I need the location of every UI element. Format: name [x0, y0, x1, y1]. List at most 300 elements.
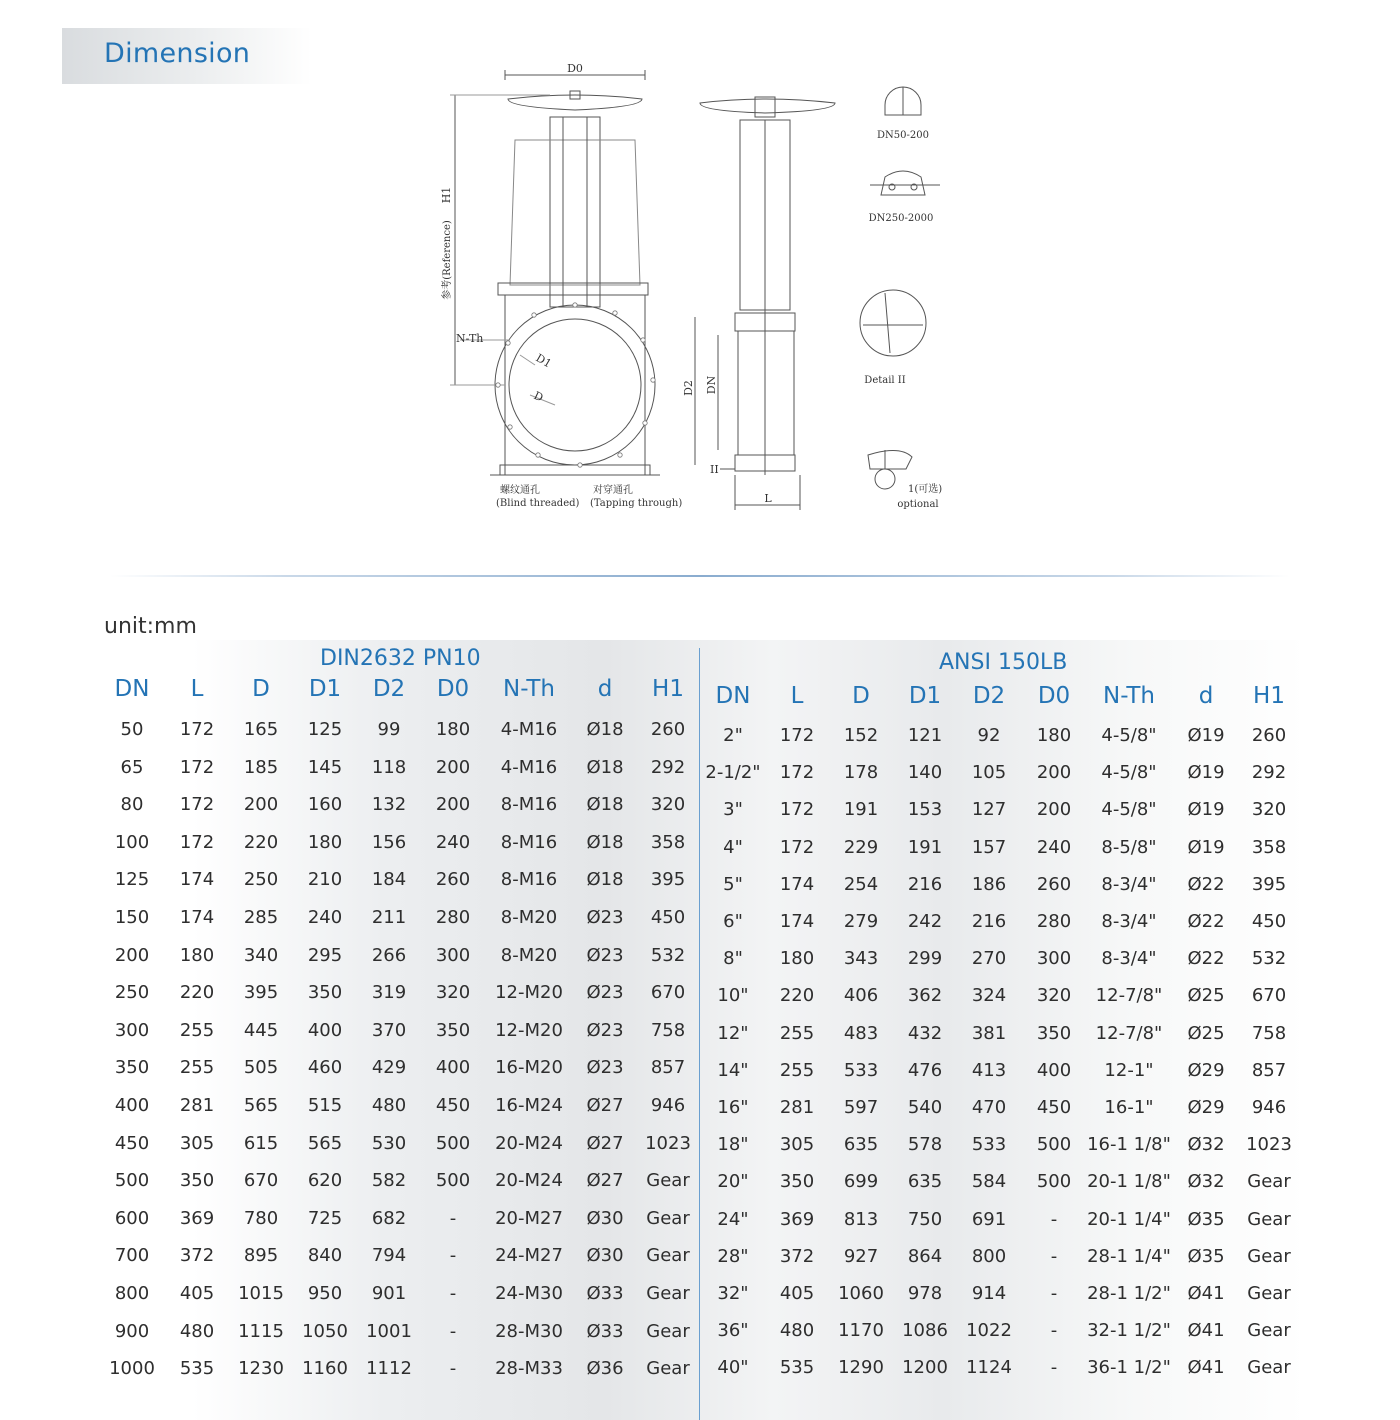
din-cell: 725 — [307, 1207, 343, 1229]
label-optional-en: optional — [897, 499, 939, 510]
ansi-cell: 260 — [1036, 873, 1072, 895]
din-cell: 901 — [371, 1283, 407, 1304]
ansi-cell: 5" — [723, 873, 743, 895]
din-cell: 1160 — [302, 1358, 348, 1380]
din-header-d0: D0 — [436, 676, 470, 702]
din-cell: 200 — [114, 944, 150, 966]
ansi-cell: 16-1 1/8" — [1087, 1134, 1171, 1156]
din-cell: Gear — [646, 1320, 690, 1342]
ansi-cell: 105 — [971, 762, 1007, 784]
ansi-cell: 476 — [907, 1059, 943, 1081]
ansi-cell: 4-5/8" — [1101, 762, 1157, 784]
ansi-cell: - — [1050, 1283, 1058, 1304]
ansi-cell: 216 — [971, 911, 1007, 932]
ansi-cell: 978 — [907, 1283, 943, 1304]
din-cell: 350 — [307, 982, 343, 1004]
unit-label: unit:mm — [104, 614, 197, 639]
ansi-cell: Ø22 — [1187, 873, 1225, 895]
din-cell: Ø30 — [586, 1207, 624, 1229]
label-tap-cn: 对穿通孔 — [593, 485, 633, 496]
din-cell: 950 — [307, 1283, 343, 1304]
ansi-cell: 299 — [907, 948, 943, 970]
label-l: L — [764, 492, 772, 505]
din-cell: 220 — [179, 982, 215, 1004]
ansi-cell: 40" — [717, 1357, 749, 1379]
ansi-cell: 3" — [723, 799, 743, 821]
din-table-title: DIN2632 PN10 — [320, 646, 481, 671]
din-header-h1: H1 — [652, 676, 684, 702]
din-cell: 24-M30 — [495, 1283, 563, 1304]
din-cell: 295 — [307, 944, 343, 966]
din-cell: Ø27 — [586, 1170, 624, 1192]
din-cell: 1050 — [302, 1320, 348, 1342]
ansi-cell: 12-1" — [1104, 1059, 1154, 1081]
ansi-cell: 1086 — [902, 1320, 948, 1342]
din-cell: 800 — [114, 1283, 150, 1304]
ansi-cell: 584 — [971, 1171, 1007, 1193]
din-cell: 400 — [307, 1019, 343, 1041]
ansi-cell: 191 — [843, 799, 879, 821]
din-cell: - — [449, 1245, 457, 1267]
din-cell: 200 — [435, 756, 471, 778]
din-cell: 1112 — [366, 1358, 412, 1380]
din-cell: 4-M16 — [500, 756, 558, 778]
ansi-cell: 635 — [907, 1171, 943, 1193]
ansi-cell: Ø41 — [1187, 1283, 1225, 1304]
ansi-cell: 300 — [1036, 948, 1072, 970]
din-cell: 165 — [243, 719, 279, 740]
ansi-cell: 216 — [907, 873, 943, 895]
ansi-cell: 500 — [1036, 1171, 1072, 1193]
ansi-cell: 255 — [779, 1059, 815, 1081]
ansi-header-d1: D1 — [908, 683, 942, 709]
din-cell: 8-M20 — [500, 944, 558, 966]
ansi-cell: 20" — [717, 1171, 749, 1193]
ansi-cell: 533 — [971, 1134, 1007, 1156]
din-cell: Ø33 — [586, 1320, 624, 1342]
din-cell: 255 — [179, 1019, 215, 1041]
ansi-cell: 400 — [1036, 1059, 1072, 1081]
ansi-cell: Ø29 — [1187, 1097, 1225, 1118]
din-cell: 160 — [307, 794, 343, 816]
ansi-cell: 6" — [723, 911, 743, 932]
din-cell: Ø18 — [586, 719, 624, 740]
ansi-cell: 174 — [779, 873, 815, 895]
ansi-cell: 813 — [843, 1208, 879, 1230]
ansi-cell: Gear — [1247, 1245, 1291, 1267]
ansi-cell: 174 — [779, 911, 815, 932]
ansi-cell: Ø22 — [1187, 948, 1225, 970]
din-cell: 794 — [371, 1245, 407, 1267]
label-d0: D0 — [567, 62, 583, 75]
din-cell: 319 — [371, 982, 407, 1004]
ansi-cell: 270 — [971, 948, 1007, 970]
din-cell: 184 — [371, 869, 407, 891]
din-cell: 185 — [243, 756, 279, 778]
din-cell: - — [449, 1283, 457, 1304]
din-cell: 172 — [179, 794, 215, 816]
din-cell: 895 — [243, 1245, 279, 1267]
ansi-cell: 8-5/8" — [1101, 836, 1157, 858]
din-cell: 145 — [307, 756, 343, 778]
label-dn: DN — [705, 375, 718, 395]
ansi-cell: 1060 — [838, 1283, 884, 1304]
ansi-cell: 172 — [779, 836, 815, 858]
label-detail-b: DN250-2000 — [868, 213, 934, 224]
ansi-cell: 305 — [779, 1134, 815, 1156]
din-cell: 285 — [243, 907, 279, 928]
din-cell: 1015 — [238, 1283, 284, 1304]
din-cell: 180 — [435, 719, 471, 740]
din-cell: 174 — [179, 869, 215, 891]
din-cell: 172 — [179, 756, 215, 778]
ansi-cell: 1170 — [838, 1320, 884, 1342]
ansi-header-d: D — [852, 683, 870, 709]
din-cell: 1023 — [645, 1132, 691, 1154]
ansi-cell: 16" — [717, 1097, 749, 1118]
din-cell: 250 — [114, 982, 150, 1004]
din-cell: Ø18 — [586, 869, 624, 891]
ansi-cell: 28" — [717, 1245, 749, 1267]
din-cell: 946 — [650, 1095, 686, 1116]
din-cell: 125 — [307, 719, 343, 740]
ansi-cell: 240 — [1036, 836, 1072, 858]
din-cell: 281 — [179, 1095, 215, 1116]
din-cell: 100 — [114, 831, 150, 853]
din-cell: 400 — [114, 1095, 150, 1116]
label-detail-a: DN50-200 — [877, 130, 929, 141]
ansi-cell: 4-5/8" — [1101, 725, 1157, 746]
ansi-cell: 750 — [907, 1208, 943, 1230]
label-reference: 参考(Reference) — [442, 220, 453, 300]
ansi-cell: 152 — [843, 725, 879, 746]
label-d: D — [531, 388, 546, 405]
ansi-cell: 691 — [971, 1208, 1007, 1230]
din-header-dn: DN — [114, 676, 150, 702]
ansi-cell: 255 — [779, 1022, 815, 1044]
ansi-cell: 381 — [971, 1022, 1007, 1044]
ansi-cell: 1290 — [838, 1357, 884, 1379]
din-cell: 405 — [179, 1283, 215, 1304]
din-cell: 300 — [435, 944, 471, 966]
ansi-cell: 32" — [717, 1283, 749, 1304]
ansi-cell: 320 — [1036, 985, 1072, 1007]
din-cell: 8-M16 — [500, 831, 558, 853]
din-cell: 372 — [179, 1245, 215, 1267]
ansi-cell: 800 — [971, 1245, 1007, 1267]
din-cell: 16-M20 — [495, 1057, 563, 1079]
din-cell: 320 — [435, 982, 471, 1004]
ansi-cell: Ø32 — [1187, 1134, 1225, 1156]
din-cell: 1001 — [366, 1320, 412, 1342]
ansi-cell: 369 — [779, 1208, 815, 1230]
ansi-header-n-th: N-Th — [1102, 683, 1156, 709]
ansi-cell: 635 — [843, 1134, 879, 1156]
ansi-cell: Gear — [1247, 1357, 1291, 1379]
din-cell: 395 — [650, 869, 686, 891]
ansi-cell: 1200 — [902, 1357, 948, 1379]
ansi-cell: Ø19 — [1187, 836, 1225, 858]
ansi-cell: 343 — [843, 948, 879, 970]
ansi-cell: Ø32 — [1187, 1171, 1225, 1193]
ansi-cell: 14" — [717, 1059, 749, 1081]
ansi-cell: 699 — [843, 1171, 879, 1193]
ansi-cell: 8-3/4" — [1101, 948, 1157, 970]
ansi-cell: 470 — [971, 1097, 1007, 1118]
din-cell: 450 — [650, 907, 686, 928]
ansi-cell: 500 — [1036, 1134, 1072, 1156]
din-cell: 429 — [371, 1057, 407, 1079]
ansi-cell: Ø35 — [1187, 1245, 1225, 1267]
ansi-cell: Ø41 — [1187, 1320, 1225, 1342]
din-cell: Ø23 — [586, 982, 624, 1004]
ansi-cell: Ø41 — [1187, 1357, 1225, 1379]
ansi-cell: 281 — [779, 1097, 815, 1118]
din-header-l: L — [190, 676, 204, 702]
din-cell: 174 — [179, 907, 215, 928]
din-cell: 682 — [371, 1207, 407, 1229]
din-cell: 358 — [650, 831, 686, 853]
din-cell: Gear — [646, 1358, 690, 1380]
ansi-cell: 191 — [907, 836, 943, 858]
ansi-header-l: L — [790, 683, 804, 709]
ansi-cell: 535 — [779, 1357, 815, 1379]
din-cell: 132 — [371, 794, 407, 816]
din-cell: 16-M24 — [495, 1095, 563, 1116]
din-cell: 395 — [243, 982, 279, 1004]
ansi-cell: 450 — [1036, 1097, 1072, 1118]
ansi-cell: 8" — [723, 948, 743, 970]
din-cell: 8-M16 — [500, 794, 558, 816]
din-cell: 700 — [114, 1245, 150, 1267]
din-cell: Ø18 — [586, 756, 624, 778]
din-cell: 565 — [307, 1132, 343, 1154]
din-cell: 8-M20 — [500, 907, 558, 928]
ansi-cell: 362 — [907, 985, 943, 1007]
ansi-cell: 480 — [779, 1320, 815, 1342]
din-cell: 450 — [435, 1095, 471, 1116]
din-cell: 900 — [114, 1320, 150, 1342]
ansi-cell: 18" — [717, 1134, 749, 1156]
din-cell: 125 — [114, 869, 150, 891]
ansi-cell: 36-1 1/2" — [1087, 1357, 1171, 1379]
label-blind-cn: 螺纹通孔 — [500, 485, 540, 496]
din-cell: 780 — [243, 1207, 279, 1229]
ansi-cell: 92 — [977, 725, 1001, 746]
din-cell: 305 — [179, 1132, 215, 1154]
valve-drawing — [430, 55, 990, 525]
din-cell: 20-M24 — [495, 1132, 563, 1154]
din-cell: 515 — [307, 1095, 343, 1116]
din-cell: 1230 — [238, 1358, 284, 1380]
ansi-cell: - — [1050, 1208, 1058, 1230]
din-cell: 480 — [179, 1320, 215, 1342]
label-h1: H1 — [440, 186, 453, 204]
din-cell: 12-M20 — [495, 982, 563, 1004]
ansi-cell: 127 — [971, 799, 1007, 821]
ansi-cell: 914 — [971, 1283, 1007, 1304]
ansi-cell: 4" — [723, 836, 743, 858]
ansi-cell: 372 — [779, 1245, 815, 1267]
din-cell: 12-M20 — [495, 1019, 563, 1041]
ansi-cell: Ø19 — [1187, 762, 1225, 784]
din-cell: 8-M16 — [500, 869, 558, 891]
din-cell: Ø30 — [586, 1245, 624, 1267]
din-cell: Ø27 — [586, 1095, 624, 1116]
ansi-cell: Ø25 — [1187, 1022, 1225, 1044]
ansi-cell: 1022 — [966, 1320, 1012, 1342]
ansi-cell: 406 — [843, 985, 879, 1007]
ansi-cell: 28-1 1/4" — [1087, 1245, 1171, 1267]
din-cell: 260 — [650, 719, 686, 740]
ansi-cell: 12-7/8" — [1095, 985, 1163, 1007]
section-divider — [110, 575, 1290, 577]
ansi-cell: 229 — [843, 836, 879, 858]
ansi-cell: 405 — [779, 1283, 815, 1304]
din-cell: 180 — [307, 831, 343, 853]
din-cell: 250 — [243, 869, 279, 891]
ansi-cell: Ø19 — [1187, 725, 1225, 746]
din-cell: 28-M33 — [495, 1358, 563, 1380]
ansi-cell: 432 — [907, 1022, 943, 1044]
din-cell: Gear — [646, 1207, 690, 1229]
din-cell: 615 — [243, 1132, 279, 1154]
ansi-cell: 670 — [1251, 985, 1287, 1007]
din-cell: 65 — [120, 756, 144, 778]
din-cell: 340 — [243, 944, 279, 966]
ansi-cell: Ø22 — [1187, 911, 1225, 932]
ansi-cell: 121 — [907, 725, 943, 746]
label-d2: D2 — [682, 380, 695, 396]
din-cell: 369 — [179, 1207, 215, 1229]
ansi-cell: 483 — [843, 1022, 879, 1044]
ansi-cell: 864 — [907, 1245, 943, 1267]
ansi-table-title: ANSI 150LB — [939, 650, 1068, 675]
din-cell: 172 — [179, 831, 215, 853]
ansi-cell: 8-3/4" — [1101, 911, 1157, 932]
din-cell: 24-M27 — [495, 1245, 563, 1267]
din-cell: 350 — [179, 1170, 215, 1192]
ansi-cell: 1023 — [1246, 1134, 1292, 1156]
din-cell: Ø18 — [586, 831, 624, 853]
din-cell: 255 — [179, 1057, 215, 1079]
din-cell: Ø23 — [586, 907, 624, 928]
ansi-cell: 140 — [907, 762, 943, 784]
ansi-cell: 24" — [717, 1208, 749, 1230]
ansi-cell: 254 — [843, 873, 879, 895]
ansi-cell: 220 — [779, 985, 815, 1007]
din-cell: 400 — [435, 1057, 471, 1079]
din-cell: 300 — [114, 1019, 150, 1041]
din-cell: - — [449, 1320, 457, 1342]
din-cell: 320 — [650, 794, 686, 816]
din-cell: 500 — [435, 1132, 471, 1154]
label-blind-en: (Blind threaded) — [496, 498, 580, 509]
din-header-n-th: N-Th — [502, 676, 556, 702]
ansi-cell: 946 — [1251, 1097, 1287, 1118]
ansi-cell: Ø25 — [1187, 985, 1225, 1007]
label-tap-en: (Tapping through) — [590, 498, 683, 509]
din-cell: Gear — [646, 1283, 690, 1304]
ansi-cell: - — [1050, 1357, 1058, 1379]
din-cell: 220 — [243, 831, 279, 853]
ansi-cell: 20-1 1/8" — [1087, 1171, 1171, 1193]
ansi-cell: 320 — [1251, 799, 1287, 821]
ansi-cell: 532 — [1251, 948, 1287, 970]
din-header-d: d — [597, 676, 613, 702]
din-cell: 670 — [243, 1170, 279, 1192]
din-cell: 172 — [179, 719, 215, 740]
label-optional-cn: 1(可选) — [908, 484, 943, 495]
din-cell: 150 — [114, 907, 150, 928]
ansi-cell: 857 — [1251, 1059, 1287, 1081]
din-cell: 535 — [179, 1358, 215, 1380]
din-cell: 20-M24 — [495, 1170, 563, 1192]
din-cell: 210 — [307, 869, 343, 891]
din-cell: Ø27 — [586, 1132, 624, 1154]
din-cell: 670 — [650, 982, 686, 1004]
din-cell: Ø23 — [586, 1057, 624, 1079]
din-header-d1: D1 — [308, 676, 342, 702]
din-cell: 28-M30 — [495, 1320, 563, 1342]
label-detail-ii: Detail II — [864, 375, 906, 386]
ansi-cell: 2" — [723, 725, 743, 746]
din-header-d: D — [252, 676, 270, 702]
din-cell: 370 — [371, 1019, 407, 1041]
ansi-cell: 8-3/4" — [1101, 873, 1157, 895]
ansi-cell: 200 — [1036, 799, 1072, 821]
ansi-cell: 358 — [1251, 836, 1287, 858]
din-cell: 156 — [371, 831, 407, 853]
ansi-header-dn: DN — [715, 683, 751, 709]
ansi-cell: 292 — [1251, 762, 1287, 784]
ansi-cell: 1124 — [966, 1357, 1012, 1379]
ansi-cell: 350 — [779, 1171, 815, 1193]
din-cell: Gear — [646, 1245, 690, 1267]
din-cell: 1115 — [238, 1320, 284, 1342]
ansi-cell: - — [1050, 1320, 1058, 1342]
din-cell: 620 — [307, 1170, 343, 1192]
din-cell: 840 — [307, 1245, 343, 1267]
ansi-header-d: d — [1198, 683, 1214, 709]
ansi-cell: Ø35 — [1187, 1208, 1225, 1230]
ansi-cell: 350 — [1036, 1022, 1072, 1044]
din-cell: 530 — [371, 1132, 407, 1154]
ansi-cell: 927 — [843, 1245, 879, 1267]
din-cell: 80 — [120, 794, 144, 816]
din-cell: Ø36 — [586, 1358, 624, 1380]
ansi-cell: 597 — [843, 1097, 879, 1118]
ansi-cell: - — [1050, 1245, 1058, 1267]
ansi-cell: 153 — [907, 799, 943, 821]
din-cell: - — [449, 1207, 457, 1229]
ansi-cell: Gear — [1247, 1171, 1291, 1193]
din-cell: 180 — [179, 944, 215, 966]
din-cell: Ø23 — [586, 944, 624, 966]
ansi-cell: 16-1" — [1104, 1097, 1154, 1118]
ansi-cell: 12-7/8" — [1095, 1022, 1163, 1044]
ansi-cell: Gear — [1247, 1208, 1291, 1230]
din-cell: 758 — [650, 1019, 686, 1041]
din-cell: 460 — [307, 1057, 343, 1079]
din-cell: 500 — [435, 1170, 471, 1192]
din-cell: Ø23 — [586, 1019, 624, 1041]
ansi-cell: 540 — [907, 1097, 943, 1118]
ansi-cell: 413 — [971, 1059, 1007, 1081]
ansi-cell: 20-1 1/4" — [1087, 1208, 1171, 1230]
din-cell: 20-M27 — [495, 1207, 563, 1229]
din-cell: Ø33 — [586, 1283, 624, 1304]
